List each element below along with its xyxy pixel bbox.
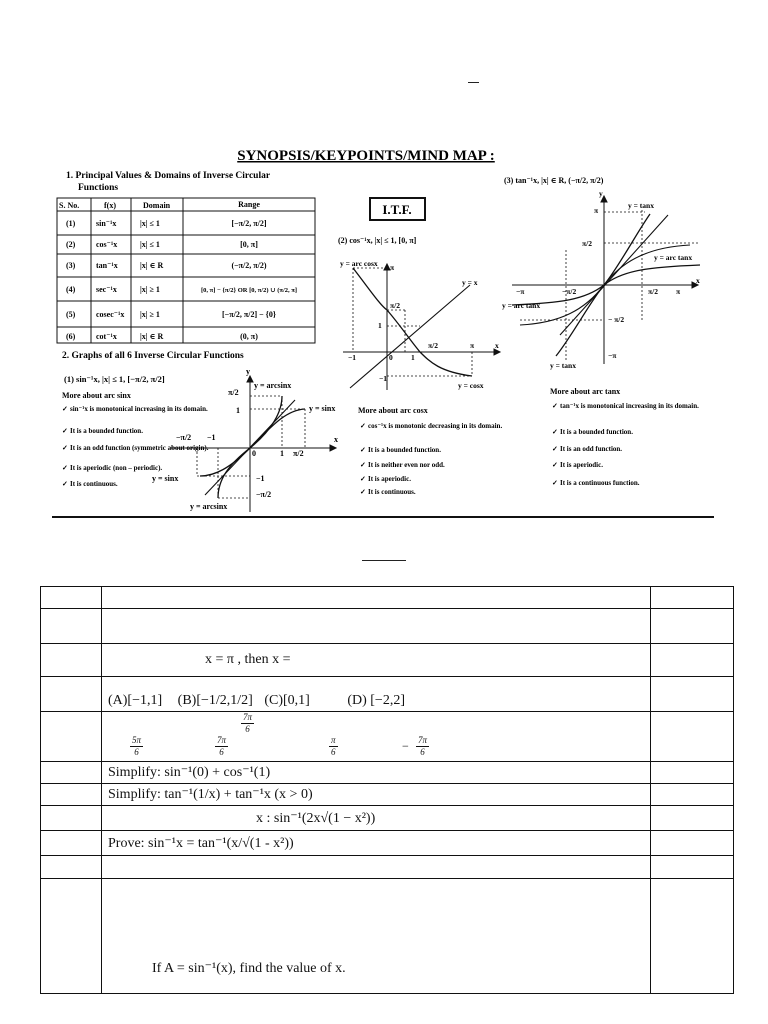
question-6-text: Simplify: sin⁻¹(0) + cos⁻¹(1): [102, 762, 651, 784]
svg-text:y = arcsinx: y = arcsinx: [254, 381, 292, 390]
row2-no: (2): [66, 240, 76, 249]
sin-points: [62, 405, 209, 488]
question-9-text: Prove: sin⁻¹x = tan⁻¹(x/√(1 - x²)): [102, 831, 651, 856]
svg-text:1: 1: [378, 321, 382, 330]
svg-text:✓: ✓: [62, 444, 68, 452]
sin-point-1: sin⁻¹x is monotonical increasing in its domain.: [70, 405, 208, 413]
row3-no: (3): [66, 261, 76, 270]
svg-text:−1: −1: [207, 433, 216, 442]
col-range: Range: [238, 200, 260, 209]
row5-domain: |x| ≥ 1: [140, 310, 160, 319]
tan-graph-labels: [502, 189, 700, 370]
svg-text:−π/2: −π/2: [562, 287, 577, 296]
table-row: [41, 609, 734, 644]
q4-option-a: (A)[−1,1]: [108, 693, 163, 708]
table-row: [41, 784, 734, 806]
cos-point-1: cos⁻¹x is monotonic decreasing in its domain.: [368, 422, 503, 430]
svg-text:✓: ✓: [360, 422, 366, 430]
col-domain: Domain: [143, 201, 171, 210]
row6-fx: cot⁻¹x: [96, 332, 117, 341]
table-row: [41, 677, 734, 712]
svg-text:0: 0: [389, 353, 393, 362]
svg-text:π/2: π/2: [428, 341, 438, 350]
svg-text:1: 1: [236, 406, 240, 415]
section2-heading: 2. Graphs of all 6 Inverse Circular Functions: [62, 351, 244, 361]
cos-more-title: More about arc cosx: [358, 406, 428, 415]
svg-text:y = tanx: y = tanx: [550, 361, 576, 370]
cos-points: [360, 422, 502, 496]
svg-text:−π: −π: [516, 287, 525, 296]
cos-point-5: It is continuous.: [368, 488, 416, 496]
row6-range: (0, π): [240, 332, 258, 341]
row5-fx: cosec⁻¹x: [96, 310, 125, 319]
svg-text:−1: −1: [348, 353, 357, 362]
tan-caption: (3) tan⁻¹x, |x| ∈ R, (−π/2, π/2): [504, 176, 604, 185]
row1-range: [−π/2, π/2]: [231, 219, 267, 228]
table-row: [41, 831, 734, 856]
svg-text:✓: ✓: [360, 446, 366, 454]
svg-text:✓: ✓: [62, 480, 68, 488]
tan-point-4: It is aperiodic.: [560, 461, 603, 469]
svg-text:y = x: y = x: [462, 278, 478, 287]
questions-table: [40, 586, 734, 994]
itf-label: I.T.F.: [382, 202, 412, 217]
svg-text:π/2: π/2: [648, 287, 658, 296]
svg-text:π: π: [676, 287, 681, 296]
section-divider: [52, 516, 714, 518]
question-11-text: If A = sin⁻¹(x), find the value of x.: [152, 961, 346, 976]
svg-text:y = sinx: y = sinx: [152, 474, 179, 483]
svg-text:y = arcsinx: y = arcsinx: [190, 502, 228, 511]
row2-fx: cos⁻¹x: [96, 240, 118, 249]
svg-text:0: 0: [252, 449, 256, 458]
row6-no: (6): [66, 332, 76, 341]
q4-option-d: (D) [−2,2]: [347, 693, 405, 708]
col-sno: S. No.: [59, 201, 80, 210]
svg-text:✓: ✓: [552, 428, 558, 436]
sin-point-3: It is an odd function (symmetric about origin).: [70, 444, 209, 452]
q5-option-d: $\frac{7\pi}{6}$: [418, 735, 428, 757]
svg-text:π: π: [470, 341, 475, 350]
sin-point-2: It is a bounded function.: [70, 427, 143, 435]
cos-point-2: It is a bounded function.: [368, 446, 441, 454]
svg-text:−1: −1: [379, 374, 388, 383]
svg-text:y = tanx: y = tanx: [628, 201, 654, 210]
svg-text:✓: ✓: [62, 405, 68, 413]
row6-domain: |x| ∈ R: [140, 332, 164, 341]
cos-point-3: It is neither even nor odd.: [368, 461, 445, 469]
table-row: [41, 856, 734, 879]
table-row: [41, 762, 734, 784]
svg-text:✓: ✓: [552, 461, 558, 469]
table-row: [41, 644, 734, 677]
sin-caption: (1) sin⁻¹x, |x| ≤ 1, [−π/2, π/2]: [64, 374, 165, 384]
svg-text:π/2: π/2: [228, 388, 239, 397]
row5-no: (5): [66, 310, 76, 319]
table-row: [41, 587, 734, 609]
row3-range: (−π/2, π/2): [231, 261, 267, 270]
row4-no: (4): [66, 285, 76, 294]
mid-dash: [362, 560, 406, 561]
svg-text:π: π: [594, 206, 599, 215]
tan-points: [552, 402, 699, 487]
tan-point-5: It is a continuous function.: [560, 479, 640, 487]
row1-domain: |x| ≤ 1: [140, 219, 160, 228]
svg-text:✓: ✓: [360, 461, 366, 469]
sin-point-4: It is aperiodic (non – periodic).: [70, 464, 163, 472]
svg-text:✓: ✓: [360, 475, 366, 483]
tan-more-title: More about arc tanx: [550, 387, 621, 396]
svg-text:✓: ✓: [552, 445, 558, 453]
svg-text:−1: −1: [256, 474, 265, 483]
row4-domain: |x| ≥ 1: [140, 285, 160, 294]
section1-heading: 1. Principal Values & Domains of Inverse Circular: [66, 171, 271, 181]
synopsis-title: SYNOPSIS/KEYPOINTS/MIND MAP :: [237, 148, 495, 164]
svg-text:y = cosx: y = cosx: [458, 381, 484, 390]
row5-range: [−π/2, π/2] − {0}: [222, 310, 276, 319]
row1-fx: sin⁻¹x: [96, 219, 117, 228]
section1-heading-2: Functions: [78, 183, 119, 193]
table-row: [41, 712, 734, 762]
svg-text:✓: ✓: [552, 402, 558, 410]
svg-text:1: 1: [411, 353, 415, 362]
q4-option-c: (C)[0,1]: [264, 693, 310, 708]
col-fx: f(x): [104, 201, 116, 210]
svg-text:−π: −π: [608, 351, 617, 360]
row4-range: [0, π] − {π/2} OR [0, π/2) ∪ (π/2, π]: [201, 287, 297, 294]
q5-top-fraction: $\frac{7\pi}{6}$: [243, 712, 253, 734]
q5-option-a: $\frac{5\pi}{6}$: [132, 735, 142, 757]
svg-text:✓: ✓: [62, 464, 68, 472]
svg-text:x: x: [495, 341, 499, 350]
cos-graph-labels: [340, 259, 499, 390]
sin-graph-labels: [152, 367, 338, 511]
tan-point-3: It is an odd function.: [560, 445, 623, 453]
row1-no: (1): [66, 219, 76, 228]
ranges-table-text: [59, 200, 297, 341]
cos-point-4: It is aperiodic.: [368, 475, 411, 483]
tan-graph: [512, 196, 700, 364]
q5-option-c: $\frac{\pi}{6}$: [331, 735, 336, 757]
svg-text:y = arc cosx: y = arc cosx: [340, 259, 378, 268]
svg-text:y: y: [599, 189, 603, 198]
row2-range: [0, π]: [240, 240, 258, 249]
svg-text:π/2: π/2: [582, 239, 592, 248]
svg-text:y = arc tanx: y = arc tanx: [654, 253, 693, 262]
tan-point-1: tan⁻¹x is monotonical increasing in its domain.: [560, 402, 699, 410]
svg-text:y: y: [246, 367, 250, 376]
svg-text:x: x: [334, 435, 338, 444]
q5-option-d-sign: −: [402, 739, 409, 753]
cos-caption: (2) cos⁻¹x, |x| ≤ 1, [0, π]: [338, 236, 417, 245]
question-8-text: x : sin⁻¹(2x√(1 − x²)): [256, 810, 376, 826]
svg-text:− π/2: − π/2: [608, 315, 625, 324]
svg-text:1: 1: [280, 449, 284, 458]
svg-text:x: x: [696, 276, 700, 285]
svg-text:−π/2: −π/2: [176, 433, 192, 442]
svg-text:π/2: π/2: [390, 301, 400, 310]
row3-domain: |x| ∈ R: [140, 261, 164, 270]
row3-fx: tan⁻¹x: [96, 261, 118, 270]
svg-text:π: π: [390, 263, 395, 272]
sin-point-5: It is continuous.: [70, 480, 118, 488]
table-row: [41, 806, 734, 831]
row4-fx: sec⁻¹x: [96, 285, 117, 294]
svg-text:y = arc tanx: y = arc tanx: [502, 301, 541, 310]
svg-text:π/2: π/2: [293, 449, 304, 458]
question-7-text: Simplify: tan⁻¹(1/x) + tan⁻¹x (x > 0): [102, 784, 651, 806]
row2-domain: |x| ≤ 1: [140, 240, 160, 249]
q5-option-b: $\frac{7\pi}{6}$: [217, 735, 227, 757]
svg-text:y = sinx: y = sinx: [309, 404, 336, 413]
tan-point-2: It is a bounded function.: [560, 428, 633, 436]
svg-text:✓: ✓: [552, 479, 558, 487]
q4-option-b: (B)[−1/2,1/2]: [177, 693, 253, 708]
question-3-text: x = π , then x =: [205, 652, 291, 667]
svg-text:−π/2: −π/2: [256, 490, 272, 499]
svg-text:✓: ✓: [360, 488, 366, 496]
table-row: [41, 879, 734, 994]
svg-text:✓: ✓: [62, 427, 68, 435]
sin-more-title: More about arc sinx: [62, 391, 131, 400]
